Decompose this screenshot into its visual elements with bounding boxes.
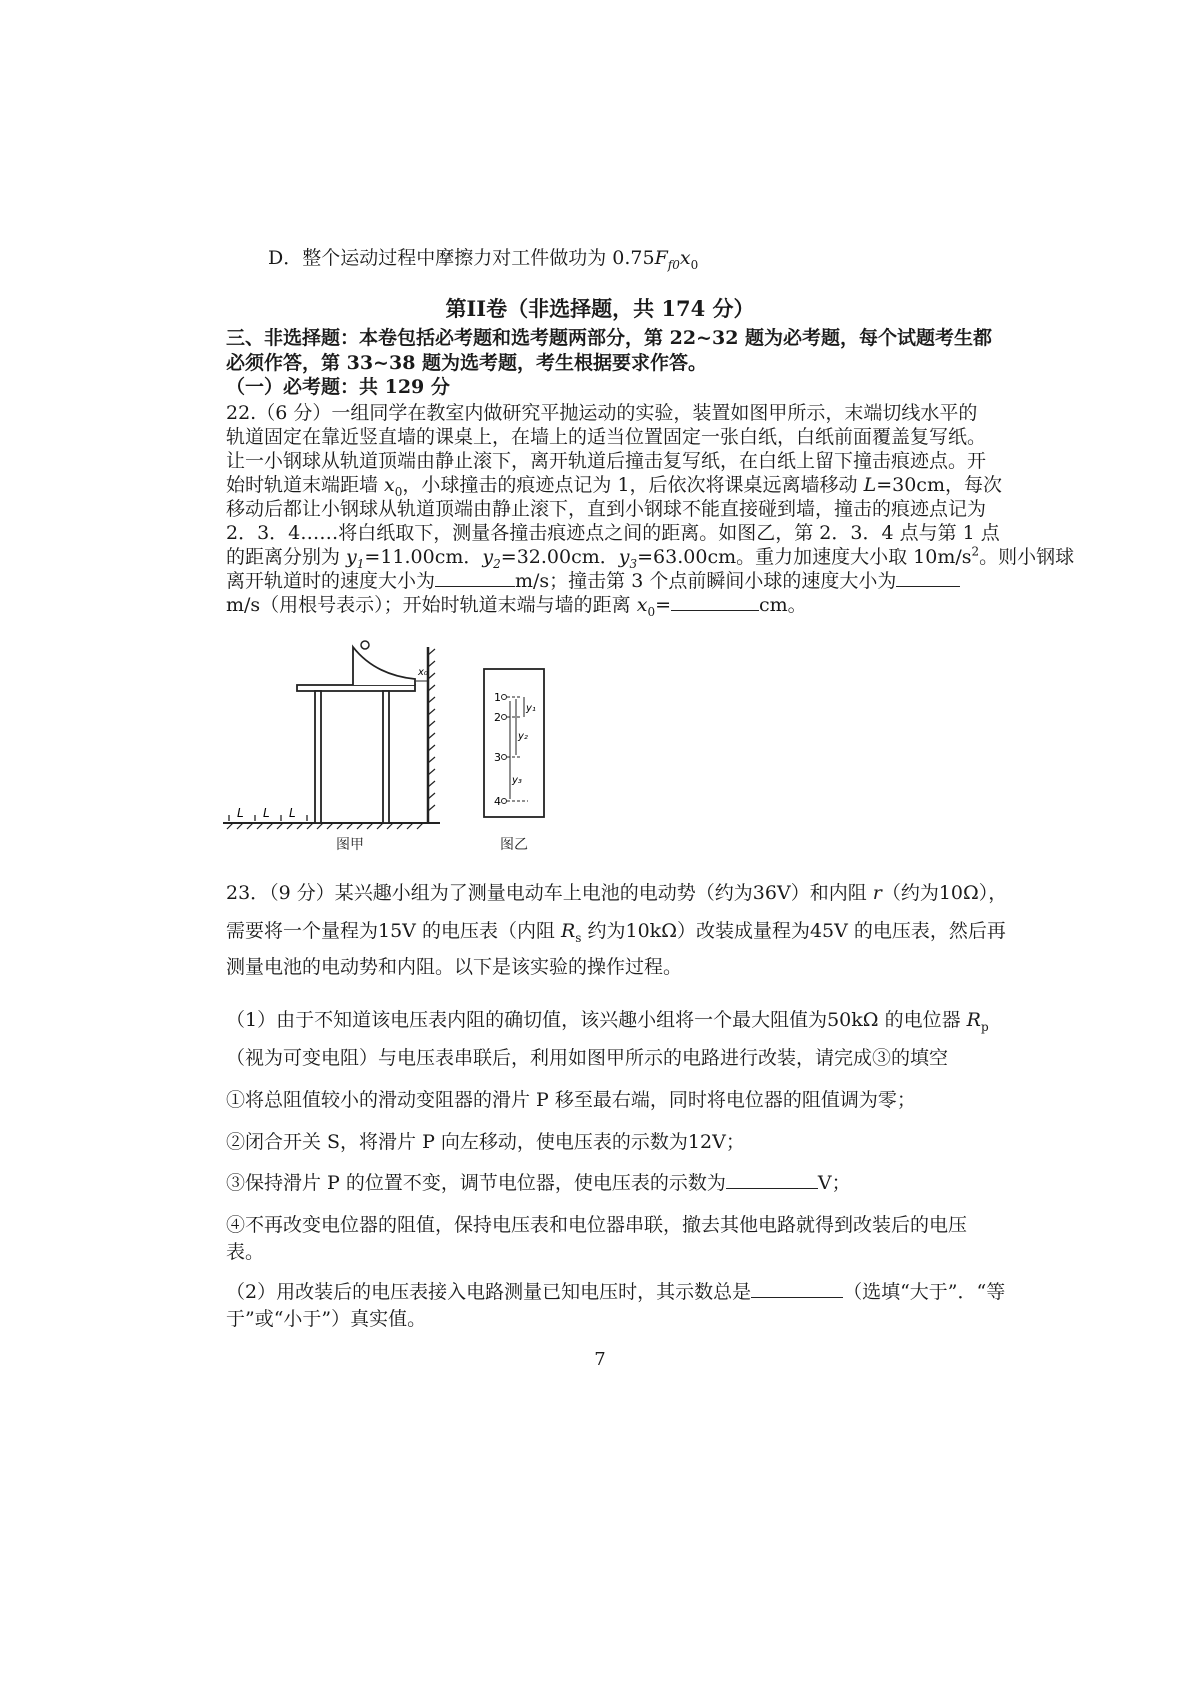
q23-line1: 23．（9 分）某兴趣小组为了测量电动车上电池的电动势（约为36V）和内阻 r（约为10Ω）， xyxy=(226,882,1008,904)
L-label-1: L xyxy=(237,806,244,820)
part-intro-line1: 三、非选择题：本卷包括必考题和选考题两部分，第 22~32 题为必考题，每个试题考生都 xyxy=(226,327,993,349)
L-label-2: L xyxy=(263,806,270,820)
q23-part2-line2: 于”或“小于”）真实值。 xyxy=(226,1308,427,1330)
q22-line1: 22.（6 分）一组同学在教室内做研究平抛运动的实验，装置如图甲所示，末端切线水平的 xyxy=(226,402,978,424)
q22-line2: 轨道固定在靠近竖直墙的课桌上，在墙上的适当位置固定一张白纸，白纸前面覆盖复写纸。 xyxy=(226,426,987,448)
q22-line6: 2．3．4……将白纸取下，测量各撞击痕迹点之间的距离。如图乙，第 2．3．4 点与第 1 点 xyxy=(226,522,1000,544)
x0-label: x₀ xyxy=(418,667,428,678)
figure-yi-caption: 图乙 xyxy=(500,837,528,853)
q22-line9: m/s（用根号表示）；开始时轨道末端与墙的距离 $x_0=$ cm。 xyxy=(226,590,807,619)
answer-blank-v3[interactable] xyxy=(896,566,960,587)
answer-blank-v0[interactable] xyxy=(435,566,515,587)
q23-line2: 需要将一个量程为15V 的电压表（内阻 $R_s$ 约为10kΩ）改装成量程为45V 的电压表，然后再 xyxy=(226,920,1006,945)
page-number: 7 xyxy=(594,1349,606,1370)
q23-line3: 测量电池的电动势和内阻。以下是该实验的操作过程。 xyxy=(226,956,683,978)
subsection-heading: （一）必考题：共 129 分 xyxy=(226,376,450,398)
q23-step3: ③保持滑片 P 的位置不变，调节电位器，使电压表的示数为 V； xyxy=(226,1168,851,1195)
section-title: 第II卷（非选择题，共 174 分） xyxy=(445,296,755,321)
q23-part2-line1: （2）用改装后的电压表接入电路测量已知电压时，其示数总是 （选填“大于”．“等 xyxy=(226,1277,1005,1304)
y3-label: y₃ xyxy=(512,775,522,786)
figure-jia-caption: 图甲 xyxy=(336,837,364,853)
point-2-label: 2 xyxy=(494,711,501,724)
q22-line7: 的距离分别为 $y_1=11.00cm$．$y_2=32.00cm$．$y_3=63.00cm$。重力加速度大小取 $10m/s^2$。则小钢球 xyxy=(226,544,1075,571)
y1-label: y₁ xyxy=(526,703,536,714)
option-d: D．整个运动过程中摩擦力对工件做功为 $0.75F_{f0}x_0$ xyxy=(268,247,699,272)
q22-line3: 让一小钢球从轨道顶端由静止滚下，离开轨道后撞击复写纸，在白纸上留下撞击痕迹点。开 xyxy=(226,450,987,472)
figure-yi-diagram xyxy=(480,665,560,855)
L-label-3: L xyxy=(289,806,296,820)
point-4-label: 4 xyxy=(494,795,501,808)
q23-part1-line2: （视为可变电阻）与电压表串联后，利用如图甲所示的电路进行改装，请完成③的填空 xyxy=(226,1047,949,1069)
part-intro-line2: 必须作答，第 33~38 题为选考题，考生根据要求作答。 xyxy=(226,352,708,374)
answer-blank-part2[interactable] xyxy=(751,1277,843,1298)
answer-blank-step3[interactable] xyxy=(726,1168,818,1189)
answer-blank-x0[interactable] xyxy=(671,590,759,611)
q23-step1: ①将总阻值较小的滑动变阻器的滑片 P 移至最右端，同时将电位器的阻值调为零； xyxy=(226,1089,916,1111)
q22-line4: 始时轨道末端距墙 $x_0$，小球撞击的痕迹点记为 1，后依次将课桌远离墙移动 L=30cm，每次 xyxy=(226,474,1002,499)
q22-line8: 离开轨道时的速度大小为 m/s；撞击第 3 个点前瞬间小球的速度大小为 xyxy=(226,566,960,593)
q23-part1-line1: （1）由于不知道该电压表内阻的确切值，该兴趣小组将一个最大阻值为50kΩ 的电位器 $R_p$ xyxy=(226,1009,989,1034)
figure-jia-diagram xyxy=(215,635,465,855)
y2-label: y₂ xyxy=(518,731,528,742)
q22-line5: 移动后都让小钢球从轨道顶端由静止滚下，直到小钢球不能直接碰到墙，撞击的痕迹点记为 xyxy=(226,498,987,520)
point-1-label: 1 xyxy=(494,691,501,704)
point-3-label: 3 xyxy=(494,751,501,764)
q23-step4-line1: ④不再改变电位器的阻值，保持电压表和电位器串联，撤去其他电路就得到改装后的电压 xyxy=(226,1214,968,1236)
q23-step4-line2: 表。 xyxy=(226,1241,265,1263)
q23-step2: ②闭合开关 S，将滑片 P 向左移动，使电压表的示数为12V； xyxy=(226,1131,745,1153)
